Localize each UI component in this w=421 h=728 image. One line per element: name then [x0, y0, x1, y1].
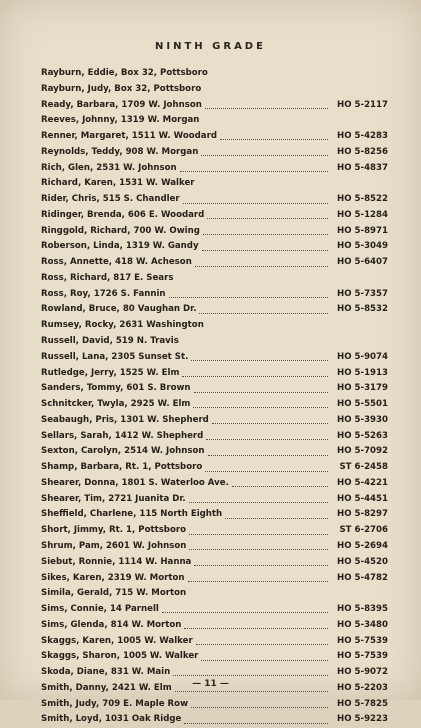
entry-phone: HO 5-8522 [337, 194, 388, 205]
dot-leader [182, 376, 328, 377]
entry-phone: HO 5-1284 [337, 209, 388, 220]
dot-leader [194, 392, 328, 393]
dot-leader [175, 691, 328, 692]
dot-leader [199, 313, 328, 314]
entry-name-address: Siebut, Ronnie, 1114 W. Hanna [41, 556, 192, 567]
entry-name-address: Sims, Glenda, 814 W. Morton [41, 619, 182, 630]
directory-entry [41, 618, 388, 634]
entry-name-address: Ross, Roy, 1726 S. Fannin [41, 288, 166, 299]
directory-entry [41, 145, 388, 161]
directory-entry [41, 66, 388, 82]
entry-phone: HO 5-7825 [337, 698, 388, 709]
directory-entry [41, 697, 388, 713]
entry-phone: HO 5-2203 [337, 682, 388, 693]
directory-entry [41, 523, 388, 539]
entry-phone: HO 5-5501 [337, 399, 388, 410]
entry-name-address: Ringgold, Richard, 700 W. Owing [41, 225, 200, 236]
directory-entry [41, 539, 388, 555]
dot-leader [180, 171, 328, 172]
dot-leader [184, 628, 328, 629]
directory-entry [41, 429, 388, 445]
entry-name-address: Skoda, Diane, 831 W. Main [41, 667, 171, 678]
directory-entry [41, 271, 388, 287]
directory-entry [41, 586, 388, 602]
page-title: NINTH GRADE [155, 41, 266, 52]
entry-name-address: Seabaugh, Pris, 1301 W. Shepherd [41, 414, 209, 425]
entry-name-address: Russell, David, 519 N. Travis [41, 336, 179, 347]
entry-phone: HO 5-3480 [337, 619, 388, 630]
dot-leader [206, 439, 328, 440]
dot-leader [205, 108, 328, 109]
entry-name-address: Rich, Glen, 2531 W. Johnson [41, 162, 177, 173]
entry-name-address: Simila, Gerald, 715 W. Morton [41, 588, 187, 599]
entry-name-address: Rowland, Bruce, 80 Vaughan Dr. [41, 304, 197, 315]
entry-name-address: Schnitcker, Twyla, 2925 W. Elm [41, 399, 191, 410]
directory-entry [41, 634, 388, 650]
dot-leader [220, 139, 328, 140]
directory-entry [41, 712, 388, 728]
entry-name-address: Smith, Judy, 709 E. Maple Row [41, 698, 189, 709]
entry-phone: HO 5-4283 [337, 131, 388, 142]
dot-leader [193, 407, 328, 408]
entry-name-address: Ross, Richard, 817 E. Sears [41, 272, 174, 283]
entry-phone: HO 5-8256 [337, 146, 388, 157]
entry-name-address: Short, Jimmy, Rt. 1, Pottsboro [41, 525, 187, 536]
directory-entry [41, 208, 388, 224]
dot-leader [189, 534, 328, 535]
directory-entry [41, 381, 388, 397]
directory-entry [41, 571, 388, 587]
dot-leader [189, 502, 328, 503]
entry-name-address: Renner, Margaret, 1511 W. Woodard [41, 131, 217, 142]
directory-entry [41, 224, 388, 240]
entry-name-address: Reynolds, Teddy, 908 W. Morgan [41, 146, 199, 157]
entry-phone: HO 5-9223 [337, 714, 388, 725]
directory-entry [41, 476, 388, 492]
directory-entry [41, 302, 388, 318]
directory-entry [41, 113, 388, 129]
entry-phone: HO 5-8971 [337, 225, 388, 236]
entry-name-address: Shearer, Tim, 2721 Juanita Dr. [41, 493, 186, 504]
dot-leader [201, 660, 328, 661]
dot-leader [208, 455, 328, 456]
entry-phone: HO 5-4520 [337, 556, 388, 567]
dot-leader [173, 675, 328, 676]
dot-leader [183, 203, 328, 204]
directory-entry [41, 507, 388, 523]
directory-entry [41, 287, 388, 303]
entry-phone: HO 5-8395 [337, 604, 388, 615]
dot-leader [189, 549, 328, 550]
directory-entry [41, 239, 388, 255]
entry-phone: HO 5-4451 [337, 493, 388, 504]
directory-entry [41, 161, 388, 177]
entry-phone: HO 5-2117 [337, 99, 388, 110]
directory-entry [41, 366, 388, 382]
dot-leader [196, 644, 328, 645]
dot-leader [225, 518, 328, 519]
entry-name-address: Sellars, Sarah, 1412 W. Shepherd [41, 430, 204, 441]
entry-name-address: Ready, Barbara, 1709 W. Johnson [41, 99, 202, 110]
dot-leader [207, 218, 328, 219]
dot-leader [195, 266, 328, 267]
dot-leader [191, 707, 328, 708]
directory-entry [41, 555, 388, 571]
directory-entry [41, 82, 388, 98]
entry-phone: HO 5-7539 [337, 651, 388, 662]
dot-leader [205, 471, 328, 472]
entry-name-address: Sexton, Carolyn, 2514 W. Johnson [41, 446, 205, 457]
student-directory-list [41, 66, 388, 728]
directory-entry [41, 334, 388, 350]
entry-name-address: Rider, Chris, 515 S. Chandler [41, 194, 180, 205]
directory-entry [41, 350, 388, 366]
entry-phone: HO 5-4221 [337, 477, 388, 488]
entry-name-address: Rayburn, Judy, Box 32, Pottsboro [41, 83, 202, 94]
directory-entry [41, 98, 388, 114]
page-number: — 11 — [192, 679, 229, 689]
dot-leader [202, 250, 328, 251]
entry-phone: HO 5-9072 [337, 667, 388, 678]
entry-phone: ST 6-2458 [339, 462, 388, 473]
dot-leader [212, 423, 328, 424]
entry-name-address: Skaggs, Sharon, 1005 W. Walker [41, 651, 199, 662]
entry-name-address: Rumsey, Rocky, 2631 Washington [41, 320, 204, 331]
dot-leader [162, 612, 328, 613]
entry-name-address: Sims, Connie, 14 Parnell [41, 604, 159, 615]
dot-leader [201, 155, 328, 156]
directory-entry [41, 192, 388, 208]
entry-phone: HO 5-1913 [337, 367, 388, 378]
entry-phone: HO 5-8297 [337, 509, 388, 520]
entry-name-address: Rayburn, Eddie, Box 32, Pottsboro [41, 68, 208, 78]
entry-name-address: Sheffield, Charlene, 115 North Eighth [41, 509, 223, 520]
entry-phone: HO 5-2694 [337, 540, 388, 551]
directory-entry [41, 460, 388, 476]
entry-phone: HO 5-4782 [337, 572, 388, 583]
entry-phone: HO 5-9074 [337, 351, 388, 362]
directory-entry [41, 176, 388, 192]
entry-phone: HO 5-4837 [337, 162, 388, 173]
entry-name-address: Smith, Danny, 2421 W. Elm [41, 682, 172, 693]
entry-phone: HO 5-5263 [337, 430, 388, 441]
entry-phone: ST 6-2706 [339, 525, 388, 536]
entry-name-address: Sanders, Tommy, 601 S. Brown [41, 383, 191, 394]
dot-leader [188, 581, 329, 582]
entry-phone: HO 5-7357 [337, 288, 388, 299]
dot-leader [194, 565, 328, 566]
directory-entry [41, 129, 388, 145]
directory-entry [41, 492, 388, 508]
entry-phone: HO 5-3049 [337, 241, 388, 252]
entry-name-address: Shrum, Pam, 2601 W. Johnson [41, 540, 187, 551]
entry-phone: HO 5-3179 [337, 383, 388, 394]
dot-leader [232, 486, 328, 487]
directory-entry [41, 602, 388, 618]
entry-phone: HO 5-7539 [337, 635, 388, 646]
entry-name-address: Shamp, Barbara, Rt. 1, Pottsboro [41, 462, 203, 473]
entry-name-address: Ross, Annette, 418 W. Acheson [41, 257, 192, 268]
entry-name-address: Rutledge, Jerry, 1525 W. Elm [41, 367, 180, 378]
entry-name-address: Smith, Loyd, 1031 Oak Ridge [41, 714, 182, 725]
entry-name-address: Richard, Karen, 1531 W. Walker [41, 178, 195, 189]
directory-entry [41, 444, 388, 460]
directory-entry [41, 318, 388, 334]
entry-name-address: Reeves, Johnny, 1319 W. Morgan [41, 115, 200, 126]
dot-leader [191, 360, 328, 361]
directory-entry [41, 255, 388, 271]
entry-name-address: Sikes, Karen, 2319 W. Morton [41, 572, 185, 583]
entry-phone: HO 5-7092 [337, 446, 388, 457]
dot-leader [169, 297, 328, 298]
entry-phone: HO 5-8532 [337, 304, 388, 315]
dot-leader [203, 234, 328, 235]
entry-name-address: Russell, Lana, 2305 Sunset St. [41, 351, 189, 362]
entry-phone: HO 5-6407 [337, 257, 388, 268]
entry-name-address: Roberson, Linda, 1319 W. Gandy [41, 241, 199, 252]
directory-entry [41, 397, 388, 413]
entry-name-address: Shearer, Donna, 1801 S. Waterloo Ave. [41, 477, 229, 488]
entry-name-address: Skaggs, Karen, 1005 W. Walker [41, 635, 193, 646]
directory-entry [41, 413, 388, 429]
entry-name-address: Ridinger, Brenda, 606 E. Woodard [41, 209, 205, 220]
directory-entry [41, 649, 388, 665]
dot-leader [184, 723, 328, 724]
entry-phone: HO 5-3930 [337, 414, 388, 425]
